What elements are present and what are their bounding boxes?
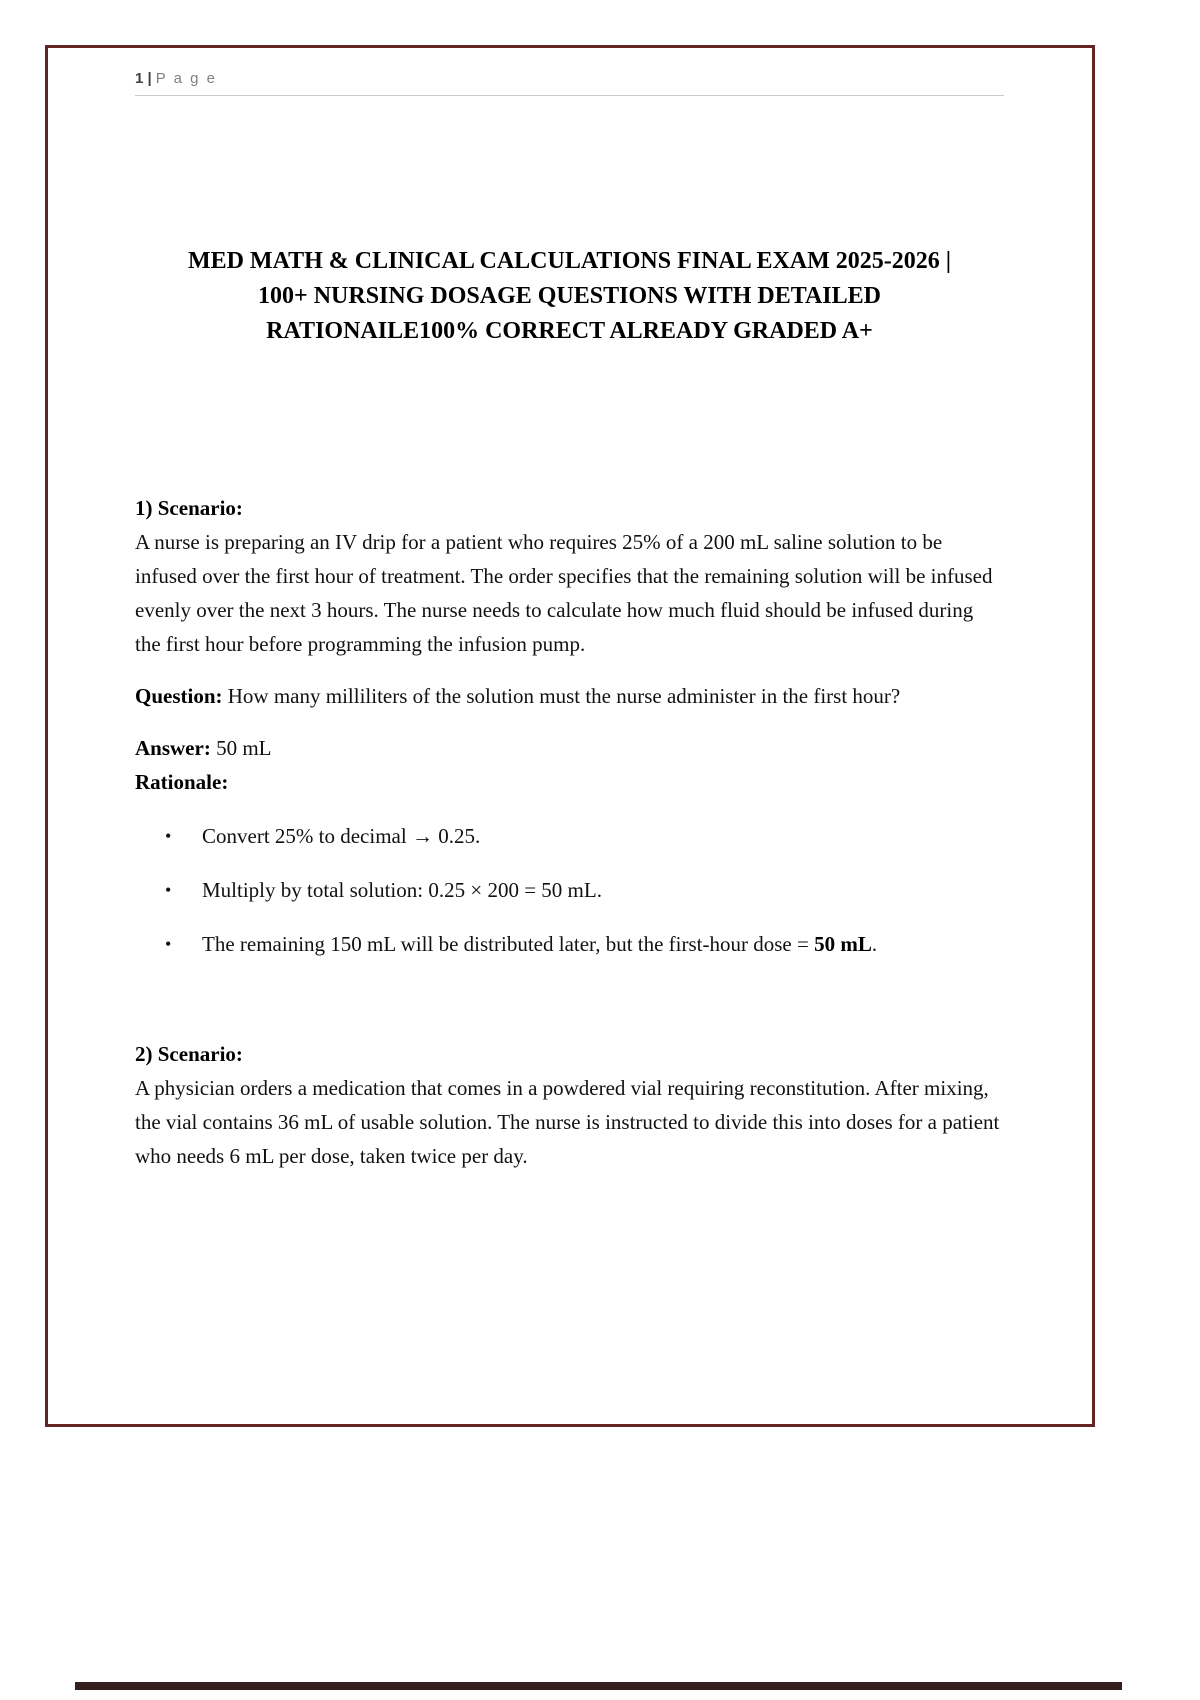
rationale-item: • Convert 25% to decimal → 0.25. — [165, 819, 1004, 853]
page-header — [135, 70, 1004, 96]
document-title — [135, 244, 1004, 349]
bullet-icon: • — [165, 934, 172, 954]
answer-label: Answer: — [135, 736, 211, 760]
rationale-item: • The remaining 150 mL will be distributed later, but the first-hour dose = 50 mL. — [165, 927, 1004, 961]
page-number: 1 | — [135, 70, 152, 87]
question-label: Question: — [135, 684, 223, 708]
question1-heading: 1) Scenario: — [135, 496, 243, 520]
bullet-icon: • — [165, 826, 172, 846]
bullet-icon: • — [165, 880, 172, 900]
question1-question: Question: How many milliliters of the solution must the nurse administer in the first hour? — [135, 684, 901, 708]
next-page-top-edge — [75, 1682, 1122, 1690]
question1-rationale-heading: Rationale: — [135, 770, 229, 794]
title-line-2: 100+ NURSING DOSAGE QUESTIONS WITH DETAILED — [258, 283, 881, 309]
title-line-1: MED MATH & CLINICAL CALCULATIONS FINAL EXAM 2025-2026 | — [187, 248, 952, 274]
rationale-list — [165, 819, 1004, 961]
rationale-item: • Multiply by total solution: 0.25 × 200 = 50 mL. — [165, 873, 1004, 907]
question2-heading: 2) Scenario: — [135, 1042, 243, 1066]
document-page — [45, 45, 1095, 1427]
document-body — [135, 491, 1004, 1173]
title-line-3: RATIONAILE100% CORRECT ALREADY GRADED A+ — [266, 318, 873, 344]
page-label: P a g e — [155, 70, 217, 87]
question2-scenario: A physician orders a medication that comes in a powdered vial requiring reconstitution. After mixing, the vial contains 36 mL of usable solution. The nurse is instructed to divide this into doses for a patient who needs 6 mL per dose, taken twice per day. — [135, 1076, 1000, 1168]
question1-scenario: A nurse is preparing an IV drip for a patient who requires 25% of a 200 mL saline solution to be infused over the first hour of treatment. The order specifies that the remaining solution will be infused evenly over the next 3 hours. The nurse needs to calculate how much fluid should be infused during the first hour before programming the infusion pump. — [135, 530, 993, 656]
question1-answer: Answer: 50 mL — [135, 736, 272, 760]
